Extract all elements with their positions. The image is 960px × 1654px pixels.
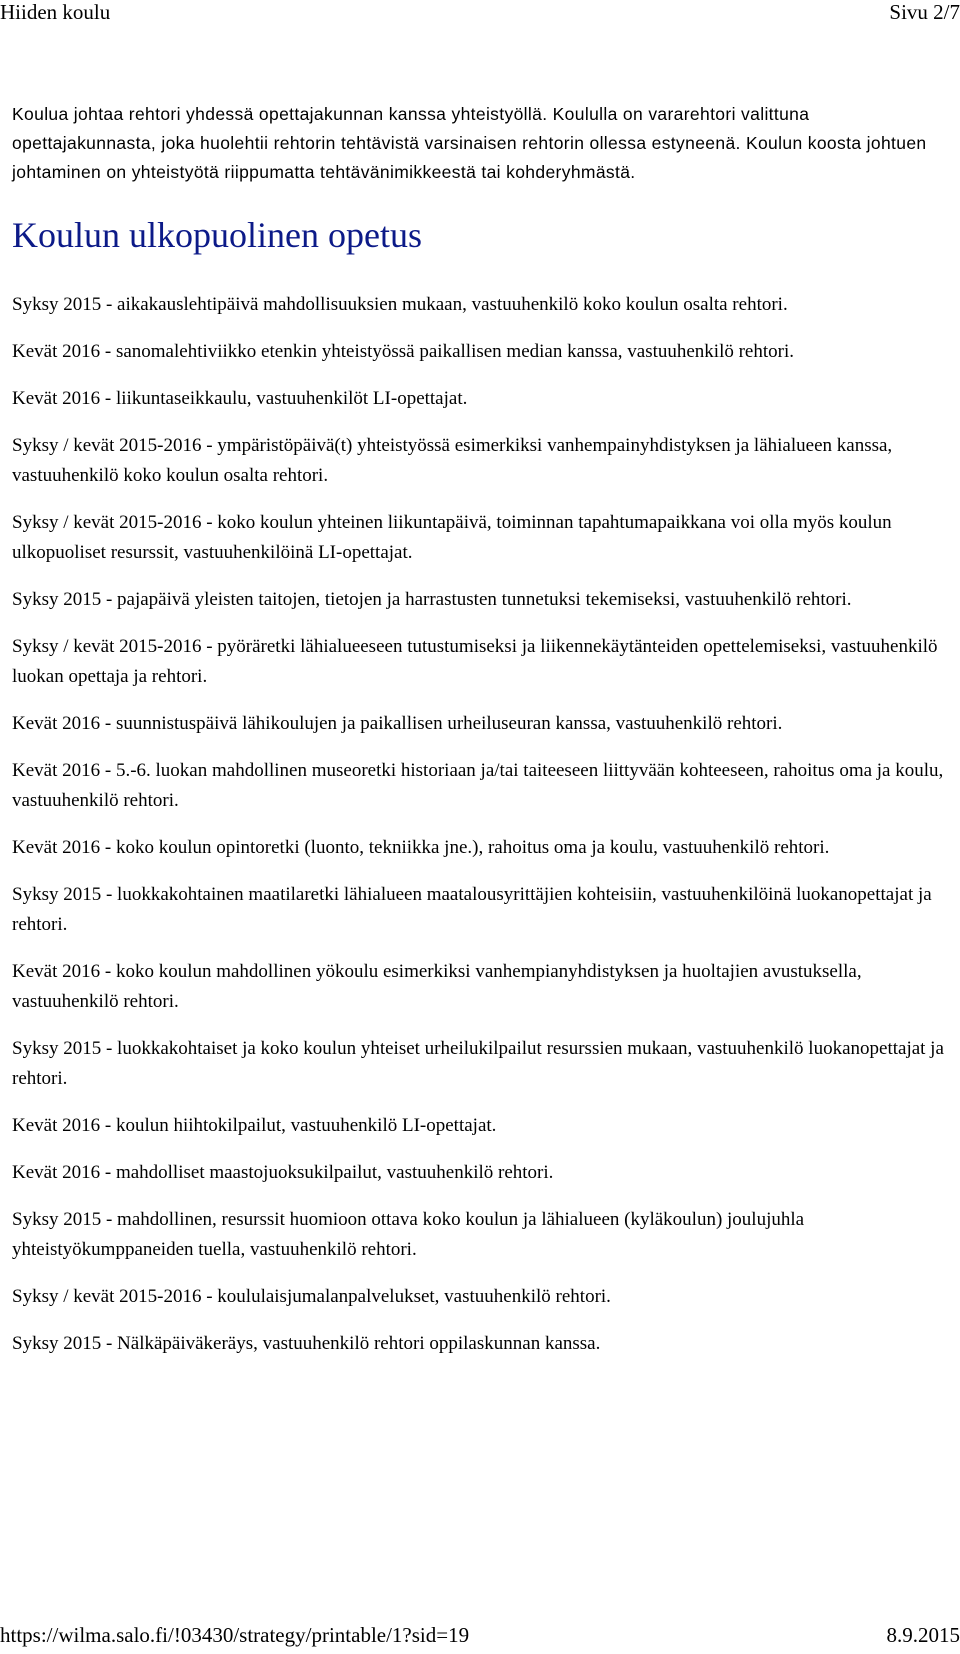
section-heading: Koulun ulkopuolinen opetus (12, 215, 422, 255)
activity-item: Syksy / kevät 2015-2016 - koululaisjumalanpalvelukset, vastuuhenkilö rehtori. (12, 1286, 611, 1307)
activity-item: Kevät 2016 - koulun hiihtokilpailut, vastuuhenkilö LI-opettajat. (12, 1115, 497, 1136)
page-url: https://wilma.salo.fi/!03430/strategy/printable/1?sid=19 (0, 1623, 470, 1647)
page-number: Sivu 2/7 (889, 0, 960, 24)
activity-item: Syksy 2015 - pajapäivä yleisten taitojen, tietojen ja harrastusten tunnetuksi tekemiseksi, vastuuhenkilö rehtori. (12, 589, 852, 610)
activity-item: Kevät 2016 - koko koulun mahdollinen yökoulu esimerkiksi vanhempianyhdistyksen ja huoltajien avustuksella, vastuuhenkilö rehtori. (12, 961, 862, 1012)
activity-item: Syksy 2015 - luokkakohtaiset ja koko koulun yhteiset urheilukilpailut resurssien mukaan, vastuuhenkilö luokanopettajat ja rehtori. (12, 1038, 944, 1089)
activity-list (12, 290, 947, 1376)
activity-item: Kevät 2016 - liikuntaseikkaulu, vastuuhenkilöt LI-opettajat. (12, 388, 468, 409)
print-date: 8.9.2015 (886, 1623, 960, 1647)
intro-paragraph: Koulua johtaa rehtori yhdessä opettajakunnan kanssa yhteistyöllä. Koululla on vararehtori valittuna opettajakunnasta, joka huolehtii rehtorin tehtävistä varsinaisen rehtorin ollessa estyneenä. Koulun koosta johtuen johtaminen on yhteistyötä riippumatta tehtävänimikkeestä tai kohderyhmästä. (12, 104, 927, 182)
activity-item: Kevät 2016 - 5.-6. luokan mahdollinen museoretki historiaan ja/tai taiteeseen liittyvään kohteeseen, rahoitus oma ja koulu, vastuuhenkilö rehtori. (12, 760, 944, 811)
activity-item: Syksy / kevät 2015-2016 - koko koulun yhteinen liikuntapäivä, toiminnan tapahtumapaikkana voi olla myös koulun ulkopuoliset resurssit, vastuuhenkilöinä LI-opettajat. (12, 512, 892, 563)
activity-item: Syksy 2015 - mahdollinen, resurssit huomioon ottava koko koulun ja lähialueen (kyläkoulun) joulujuhla yhteistyökumppaneiden tuella, vastuuhenkilö rehtori. (12, 1209, 805, 1260)
activity-item: Kevät 2016 - sanomalehtiviikko etenkin yhteistyössä paikallisen median kanssa, vastuuhenkilö rehtori. (12, 341, 794, 362)
page-header (0, 0, 960, 30)
activity-item: Syksy / kevät 2015-2016 - ympäristöpäivä(t) yhteistyössä esimerkiksi vanhempainyhdistyksen ja lähialueen kanssa, vastuuhenkilö koko koulun osalta rehtori. (12, 435, 893, 486)
activity-item: Syksy 2015 - Nälkäpäiväkeräys, vastuuhenkilö rehtori oppilaskunnan kanssa. (12, 1333, 601, 1354)
activity-item: Syksy 2015 - aikakauslehtipäivä mahdollisuuksien mukaan, vastuuhenkilö koko koulun osalta rehtori. (12, 294, 788, 315)
activity-item: Kevät 2016 - suunnistuspäivä lähikoulujen ja paikallisen urheiluseuran kanssa, vastuuhenkilö rehtori. (12, 713, 783, 734)
document-title: Hiiden koulu (0, 0, 111, 24)
activity-item: Syksy / kevät 2015-2016 - pyöräretki lähialueeseen tutustumiseksi ja liikennekäytänteiden opettelemiseksi, vastuuhenkilö luokan opettaja ja rehtori. (12, 636, 938, 687)
activity-item: Syksy 2015 - luokkakohtainen maatilaretki lähialueen maatalousyrittäjien kohteisiin, vastuuhenkilöinä luokanopettajat ja rehtori. (12, 884, 932, 935)
page-footer (0, 1623, 960, 1654)
activity-item: Kevät 2016 - mahdolliset maastojuoksukilpailut, vastuuhenkilö rehtori. (12, 1162, 554, 1183)
activity-item: Kevät 2016 - koko koulun opintoretki (luonto, tekniikka jne.), rahoitus oma ja koulu, vastuuhenkilö rehtori. (12, 837, 830, 858)
